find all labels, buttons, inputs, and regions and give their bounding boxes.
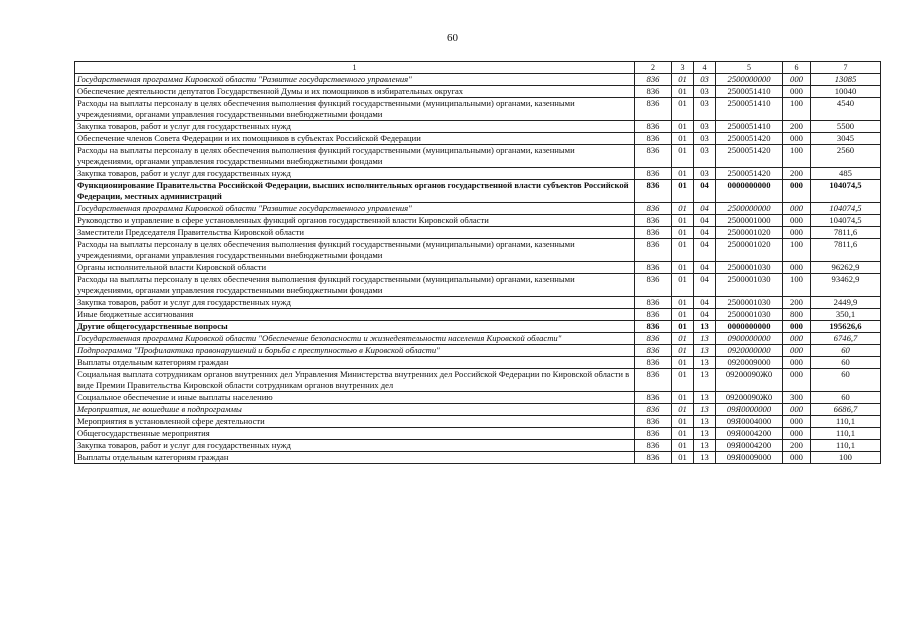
row-section-cell: 01	[672, 227, 694, 239]
row-section-cell: 01	[672, 274, 694, 297]
row-target-article-cell: 0920000000	[716, 345, 783, 357]
row-name-cell: Другие общегосударственные вопросы	[75, 321, 635, 333]
row-expense-type-cell: 200	[783, 297, 811, 309]
table-row	[75, 404, 881, 416]
row-admin-code-cell: 836	[635, 239, 672, 262]
table-row	[75, 121, 881, 133]
row-section-cell: 01	[672, 86, 694, 98]
row-target-article-cell: 2500000000	[716, 74, 783, 86]
row-subsection-cell: 03	[694, 74, 716, 86]
row-target-article-cell: 0000000000	[716, 180, 783, 203]
row-name-cell: Органы исполнительной власти Кировской области	[75, 262, 635, 274]
row-name-cell: Мероприятия, не вошедшие в подпрограммы	[75, 404, 635, 416]
row-name-cell: Расходы на выплаты персоналу в целях обеспечения выполнения функций государственными (муниципальными) органами, казенными учреждениями, органами управления государственными внебюджетными фондами	[75, 145, 635, 168]
row-name-cell: Обеспечение деятельности депутатов Государственной Думы и их помощников в избирательных округах	[75, 86, 635, 98]
row-admin-code-cell: 836	[635, 121, 672, 133]
row-amount-cell: 485	[811, 168, 881, 180]
table-row	[75, 239, 881, 262]
row-section-cell: 01	[672, 168, 694, 180]
column-header: 7	[811, 62, 881, 74]
row-section-cell: 01	[672, 262, 694, 274]
table-row	[75, 133, 881, 145]
row-admin-code-cell: 836	[635, 428, 672, 440]
row-section-cell: 01	[672, 145, 694, 168]
row-name-cell: Государственная программа Кировской области "Обеспечение безопасности и жизнедеятельности населения Кировской области"	[75, 333, 635, 345]
row-section-cell: 01	[672, 180, 694, 203]
row-subsection-cell: 13	[694, 440, 716, 452]
row-admin-code-cell: 836	[635, 345, 672, 357]
row-amount-cell: 60	[811, 369, 881, 392]
row-target-article-cell: 2500051420	[716, 145, 783, 168]
row-section-cell: 01	[672, 428, 694, 440]
row-admin-code-cell: 836	[635, 168, 672, 180]
row-expense-type-cell: 200	[783, 440, 811, 452]
row-target-article-cell: 09200090Ж0	[716, 392, 783, 404]
row-name-cell: Закупка товаров, работ и услуг для государственных нужд	[75, 121, 635, 133]
row-name-cell: Расходы на выплаты персоналу в целях обеспечения выполнения функций государственными (муниципальными) органами, казенными учреждениями, органами управления государственными внебюджетными фондами	[75, 239, 635, 262]
table-row	[75, 145, 881, 168]
row-amount-cell: 5500	[811, 121, 881, 133]
row-admin-code-cell: 836	[635, 215, 672, 227]
row-section-cell: 01	[672, 333, 694, 345]
row-section-cell: 01	[672, 392, 694, 404]
row-amount-cell: 110,1	[811, 440, 881, 452]
table-row	[75, 86, 881, 98]
row-subsection-cell: 13	[694, 333, 716, 345]
row-amount-cell: 6686,7	[811, 404, 881, 416]
row-amount-cell: 4540	[811, 98, 881, 121]
row-target-article-cell: 09200090Ж0	[716, 369, 783, 392]
row-subsection-cell: 04	[694, 309, 716, 321]
row-section-cell: 01	[672, 74, 694, 86]
row-subsection-cell: 04	[694, 227, 716, 239]
table-header-row	[75, 62, 881, 74]
budget-table	[74, 61, 881, 464]
row-expense-type-cell: 000	[783, 345, 811, 357]
row-expense-type-cell: 100	[783, 98, 811, 121]
row-expense-type-cell: 100	[783, 239, 811, 262]
row-section-cell: 01	[672, 309, 694, 321]
row-section-cell: 01	[672, 239, 694, 262]
row-target-article-cell: 2500001030	[716, 262, 783, 274]
table-row	[75, 452, 881, 464]
row-amount-cell: 13085	[811, 74, 881, 86]
row-target-article-cell: 2500001030	[716, 297, 783, 309]
column-header: 2	[635, 62, 672, 74]
row-section-cell: 01	[672, 133, 694, 145]
row-amount-cell: 7811,6	[811, 239, 881, 262]
row-subsection-cell: 13	[694, 392, 716, 404]
column-header: 1	[75, 62, 635, 74]
row-amount-cell: 104074,5	[811, 215, 881, 227]
table-row	[75, 333, 881, 345]
row-expense-type-cell: 000	[783, 262, 811, 274]
row-target-article-cell: 09Я0004200	[716, 428, 783, 440]
row-name-cell: Государственная программа Кировской области "Развитие государственного управления"	[75, 203, 635, 215]
row-section-cell: 01	[672, 98, 694, 121]
table-row	[75, 428, 881, 440]
table-row	[75, 357, 881, 369]
row-name-cell: Закупка товаров, работ и услуг для государственных нужд	[75, 168, 635, 180]
table-row	[75, 345, 881, 357]
table-row	[75, 297, 881, 309]
row-subsection-cell: 04	[694, 215, 716, 227]
row-admin-code-cell: 836	[635, 133, 672, 145]
row-admin-code-cell: 836	[635, 309, 672, 321]
row-subsection-cell: 13	[694, 452, 716, 464]
row-amount-cell: 96262,9	[811, 262, 881, 274]
row-name-cell: Обеспечение членов Совета Федерации и их помощников в субъектах Российской Федерации	[75, 133, 635, 145]
row-target-article-cell: 0920009000	[716, 357, 783, 369]
row-subsection-cell: 13	[694, 321, 716, 333]
row-subsection-cell: 03	[694, 168, 716, 180]
row-admin-code-cell: 836	[635, 203, 672, 215]
row-amount-cell: 110,1	[811, 428, 881, 440]
row-admin-code-cell: 836	[635, 416, 672, 428]
row-subsection-cell: 13	[694, 428, 716, 440]
row-admin-code-cell: 836	[635, 333, 672, 345]
row-name-cell: Государственная программа Кировской области "Развитие государственного управления"	[75, 74, 635, 86]
row-amount-cell: 60	[811, 392, 881, 404]
row-amount-cell: 60	[811, 357, 881, 369]
row-amount-cell: 6746,7	[811, 333, 881, 345]
row-subsection-cell: 13	[694, 345, 716, 357]
row-admin-code-cell: 836	[635, 274, 672, 297]
page-number: 60	[447, 32, 458, 44]
row-subsection-cell: 03	[694, 86, 716, 98]
row-name-cell: Иные бюджетные ассигнования	[75, 309, 635, 321]
row-expense-type-cell: 000	[783, 180, 811, 203]
row-name-cell: Общегосударственные мероприятия	[75, 428, 635, 440]
row-amount-cell: 104074,5	[811, 203, 881, 215]
row-subsection-cell: 13	[694, 404, 716, 416]
row-admin-code-cell: 836	[635, 440, 672, 452]
row-expense-type-cell: 000	[783, 357, 811, 369]
row-name-cell: Заместители Председателя Правительства Кировской области	[75, 227, 635, 239]
column-header: 6	[783, 62, 811, 74]
table-row	[75, 309, 881, 321]
column-header: 4	[694, 62, 716, 74]
row-name-cell: Социальная выплата сотрудникам органов внутренних дел Управления Министерства внутренних дел Российской Федерации по Кировской области в виде Премии Правительства Кировской области сотрудникам органов внутренних дел	[75, 369, 635, 392]
table-row	[75, 274, 881, 297]
row-target-article-cell: 2500001020	[716, 227, 783, 239]
row-expense-type-cell: 000	[783, 428, 811, 440]
row-subsection-cell: 03	[694, 133, 716, 145]
row-admin-code-cell: 836	[635, 145, 672, 168]
row-admin-code-cell: 836	[635, 74, 672, 86]
row-expense-type-cell: 000	[783, 452, 811, 464]
row-amount-cell: 3045	[811, 133, 881, 145]
row-target-article-cell: 09Я0000000	[716, 404, 783, 416]
row-name-cell: Выплаты отдельным категориям граждан	[75, 357, 635, 369]
table-body	[75, 62, 881, 464]
row-target-article-cell: 2500000000	[716, 203, 783, 215]
row-name-cell: Расходы на выплаты персоналу в целях обеспечения выполнения функций государственными (муниципальными) органами, казенными учреждениями, органами управления государственными внебюджетными фондами	[75, 98, 635, 121]
row-expense-type-cell: 000	[783, 133, 811, 145]
table-row	[75, 227, 881, 239]
table-row	[75, 74, 881, 86]
row-subsection-cell: 04	[694, 297, 716, 309]
table-row	[75, 369, 881, 392]
table-row	[75, 180, 881, 203]
column-header: 3	[672, 62, 694, 74]
row-amount-cell: 350,1	[811, 309, 881, 321]
row-admin-code-cell: 836	[635, 392, 672, 404]
row-subsection-cell: 13	[694, 369, 716, 392]
row-subsection-cell: 04	[694, 180, 716, 203]
row-target-article-cell: 2500001000	[716, 215, 783, 227]
row-subsection-cell: 04	[694, 239, 716, 262]
row-name-cell: Мероприятия в установленной сфере деятельности	[75, 416, 635, 428]
row-name-cell: Расходы на выплаты персоналу в целях обеспечения выполнения функций государственными (муниципальными) органами, казенными учреждениями, органами управления государственными внебюджетными фондами	[75, 274, 635, 297]
row-amount-cell: 104074,5	[811, 180, 881, 203]
row-amount-cell: 2560	[811, 145, 881, 168]
row-expense-type-cell: 200	[783, 168, 811, 180]
table-row	[75, 203, 881, 215]
row-expense-type-cell: 100	[783, 274, 811, 297]
row-admin-code-cell: 836	[635, 404, 672, 416]
row-name-cell: Подпрограмма "Профилактика правонарушений и борьба с преступностью в Кировской области"	[75, 345, 635, 357]
row-admin-code-cell: 836	[635, 180, 672, 203]
table-row	[75, 262, 881, 274]
row-name-cell: Закупка товаров, работ и услуг для государственных нужд	[75, 297, 635, 309]
row-admin-code-cell: 836	[635, 227, 672, 239]
table-row	[75, 215, 881, 227]
row-section-cell: 01	[672, 345, 694, 357]
row-subsection-cell: 04	[694, 203, 716, 215]
table-row	[75, 416, 881, 428]
row-target-article-cell: 0900000000	[716, 333, 783, 345]
table-row	[75, 392, 881, 404]
row-subsection-cell: 03	[694, 98, 716, 121]
row-target-article-cell: 09Я0004000	[716, 416, 783, 428]
row-subsection-cell: 04	[694, 262, 716, 274]
row-target-article-cell: 2500001020	[716, 239, 783, 262]
table-row	[75, 321, 881, 333]
row-target-article-cell: 2500001030	[716, 274, 783, 297]
row-admin-code-cell: 836	[635, 262, 672, 274]
row-amount-cell: 2449,9	[811, 297, 881, 309]
row-expense-type-cell: 000	[783, 404, 811, 416]
row-target-article-cell: 09Я0009000	[716, 452, 783, 464]
row-subsection-cell: 13	[694, 416, 716, 428]
row-amount-cell: 93462,9	[811, 274, 881, 297]
row-section-cell: 01	[672, 369, 694, 392]
row-target-article-cell: 0000000000	[716, 321, 783, 333]
row-target-article-cell: 2500051420	[716, 168, 783, 180]
row-section-cell: 01	[672, 440, 694, 452]
row-section-cell: 01	[672, 321, 694, 333]
row-expense-type-cell: 300	[783, 392, 811, 404]
row-amount-cell: 60	[811, 345, 881, 357]
row-admin-code-cell: 836	[635, 321, 672, 333]
row-expense-type-cell: 000	[783, 321, 811, 333]
row-target-article-cell: 2500051410	[716, 121, 783, 133]
row-expense-type-cell: 000	[783, 86, 811, 98]
row-admin-code-cell: 836	[635, 86, 672, 98]
row-amount-cell: 7811,6	[811, 227, 881, 239]
row-expense-type-cell: 000	[783, 333, 811, 345]
row-admin-code-cell: 836	[635, 452, 672, 464]
row-name-cell: Закупка товаров, работ и услуг для государственных нужд	[75, 440, 635, 452]
row-subsection-cell: 04	[694, 274, 716, 297]
row-section-cell: 01	[672, 297, 694, 309]
row-expense-type-cell: 000	[783, 227, 811, 239]
row-section-cell: 01	[672, 203, 694, 215]
row-subsection-cell: 03	[694, 145, 716, 168]
row-expense-type-cell: 100	[783, 145, 811, 168]
row-section-cell: 01	[672, 121, 694, 133]
row-target-article-cell: 2500001030	[716, 309, 783, 321]
row-amount-cell: 100	[811, 452, 881, 464]
row-subsection-cell: 03	[694, 121, 716, 133]
row-admin-code-cell: 836	[635, 98, 672, 121]
row-section-cell: 01	[672, 452, 694, 464]
row-expense-type-cell: 200	[783, 121, 811, 133]
table-row	[75, 440, 881, 452]
row-section-cell: 01	[672, 416, 694, 428]
row-target-article-cell: 2500051420	[716, 133, 783, 145]
row-name-cell: Выплаты отдельным категориям граждан	[75, 452, 635, 464]
table-row	[75, 168, 881, 180]
row-name-cell: Функционирование Правительства Российской Федерации, высших исполнительных органов государственной власти субъектов Российской Федерации, местных администраций	[75, 180, 635, 203]
row-admin-code-cell: 836	[635, 297, 672, 309]
row-expense-type-cell: 000	[783, 416, 811, 428]
row-expense-type-cell: 800	[783, 309, 811, 321]
row-expense-type-cell: 000	[783, 74, 811, 86]
row-section-cell: 01	[672, 215, 694, 227]
row-amount-cell: 195626,6	[811, 321, 881, 333]
row-section-cell: 01	[672, 404, 694, 416]
row-target-article-cell: 2500051410	[716, 86, 783, 98]
column-header: 5	[716, 62, 783, 74]
row-target-article-cell: 09Я0004200	[716, 440, 783, 452]
row-subsection-cell: 13	[694, 357, 716, 369]
row-expense-type-cell: 000	[783, 369, 811, 392]
row-target-article-cell: 2500051410	[716, 98, 783, 121]
row-expense-type-cell: 000	[783, 203, 811, 215]
row-admin-code-cell: 836	[635, 369, 672, 392]
table-row	[75, 98, 881, 121]
row-amount-cell: 110,1	[811, 416, 881, 428]
row-name-cell: Социальное обеспечение и иные выплаты населению	[75, 392, 635, 404]
row-admin-code-cell: 836	[635, 357, 672, 369]
row-name-cell: Руководство и управление в сфере установленных функций органов государственной власти Кировской области	[75, 215, 635, 227]
row-amount-cell: 10040	[811, 86, 881, 98]
row-section-cell: 01	[672, 357, 694, 369]
row-expense-type-cell: 000	[783, 215, 811, 227]
